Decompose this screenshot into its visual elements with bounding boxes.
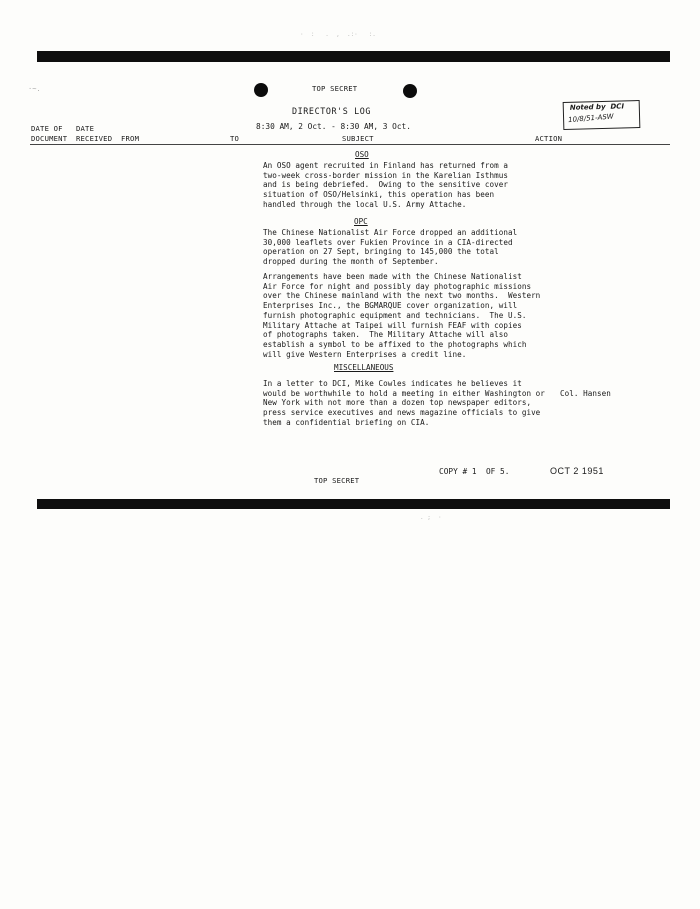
top-black-band xyxy=(37,51,670,62)
bottom-black-band xyxy=(37,499,670,509)
section-opc-paragraph-1: The Chinese Nationalist Air Force dropped an additional 30,000 leaflets over Fukien Province in a CIA-directed operation on 27 Sept, bringing to 145,000 the total dropped during the month of September. xyxy=(263,228,518,267)
col-subject: SUBJECT xyxy=(342,134,374,143)
section-oso-paragraph: An OSO agent recruited in Finland has returned from a two-week cross-border mission in the Karelian Isthmus and is being debriefed. Owing to the sensitive cover situation of OSO/Helsinki, this operation has been handled through the local U.S. Army Attache. xyxy=(263,161,508,209)
header-rule xyxy=(30,144,670,145)
col-to: TO xyxy=(230,134,240,143)
section-heading-opc: OPC xyxy=(354,217,368,226)
col-action: ACTION xyxy=(535,134,563,143)
left-margin-mark: ·~. xyxy=(28,85,41,93)
document-title: DIRECTOR'S LOG xyxy=(292,106,371,116)
received-date-stamp: OCT 2 1951 xyxy=(550,466,604,476)
bottom-classification: TOP SECRET xyxy=(314,476,360,485)
col-date-received-line2: RECEIVED xyxy=(76,134,113,143)
section-heading-oso: OSO xyxy=(355,150,369,159)
col-date-of-document-line2: DOCUMENT xyxy=(31,134,68,143)
right-hole-mark xyxy=(403,84,417,98)
section-misc-paragraph: In a letter to DCI, Mike Cowles indicates he believes it would be worthwhile to hold a meeting in either Washington or New York with not more than a dozen top newspaper editors, press service executives and news magazine officials to give them a confidential briefing on CIA. xyxy=(263,379,545,427)
noted-by-stamp xyxy=(563,100,641,130)
copy-number: COPY # 1 OF 5. xyxy=(439,467,510,476)
action-assignee: Col. Hansen xyxy=(560,389,611,398)
left-hole-mark xyxy=(254,83,268,97)
col-from: FROM xyxy=(121,134,140,143)
col-date-of-document-line1: DATE OF xyxy=(31,124,63,133)
col-date-received-line1: DATE xyxy=(76,124,95,133)
section-opc-paragraph-2: Arrangements have been made with the Chinese Nationalist Air Force for night and possibly day photographic missions over the Chinese mainland with the next two months. Western Enterprises Inc., the BGMARQUE cover organization, will furnish photographic equipment and technicians. The U.S. Military Attache at Taipei will furnish FEAF with copies of photographs taken. The Military Attache will also establish a symbol to be affixed to the photographs which will give Western Enterprises a credit line. xyxy=(263,272,541,359)
bottom-scan-noise: . ; · xyxy=(420,514,442,521)
top-scan-noise: · : . , .:· :. xyxy=(300,31,376,38)
top-classification: TOP SECRET xyxy=(312,84,358,93)
stamp-date-handwritten: 10/8/51-ASW xyxy=(567,112,614,125)
log-period: 8:30 AM, 2 Oct. - 8:30 AM, 3 Oct. xyxy=(256,122,411,131)
stamp-noted-by: Noted by DCI xyxy=(569,102,625,112)
section-heading-miscellaneous: MISCELLANEOUS xyxy=(334,363,394,372)
